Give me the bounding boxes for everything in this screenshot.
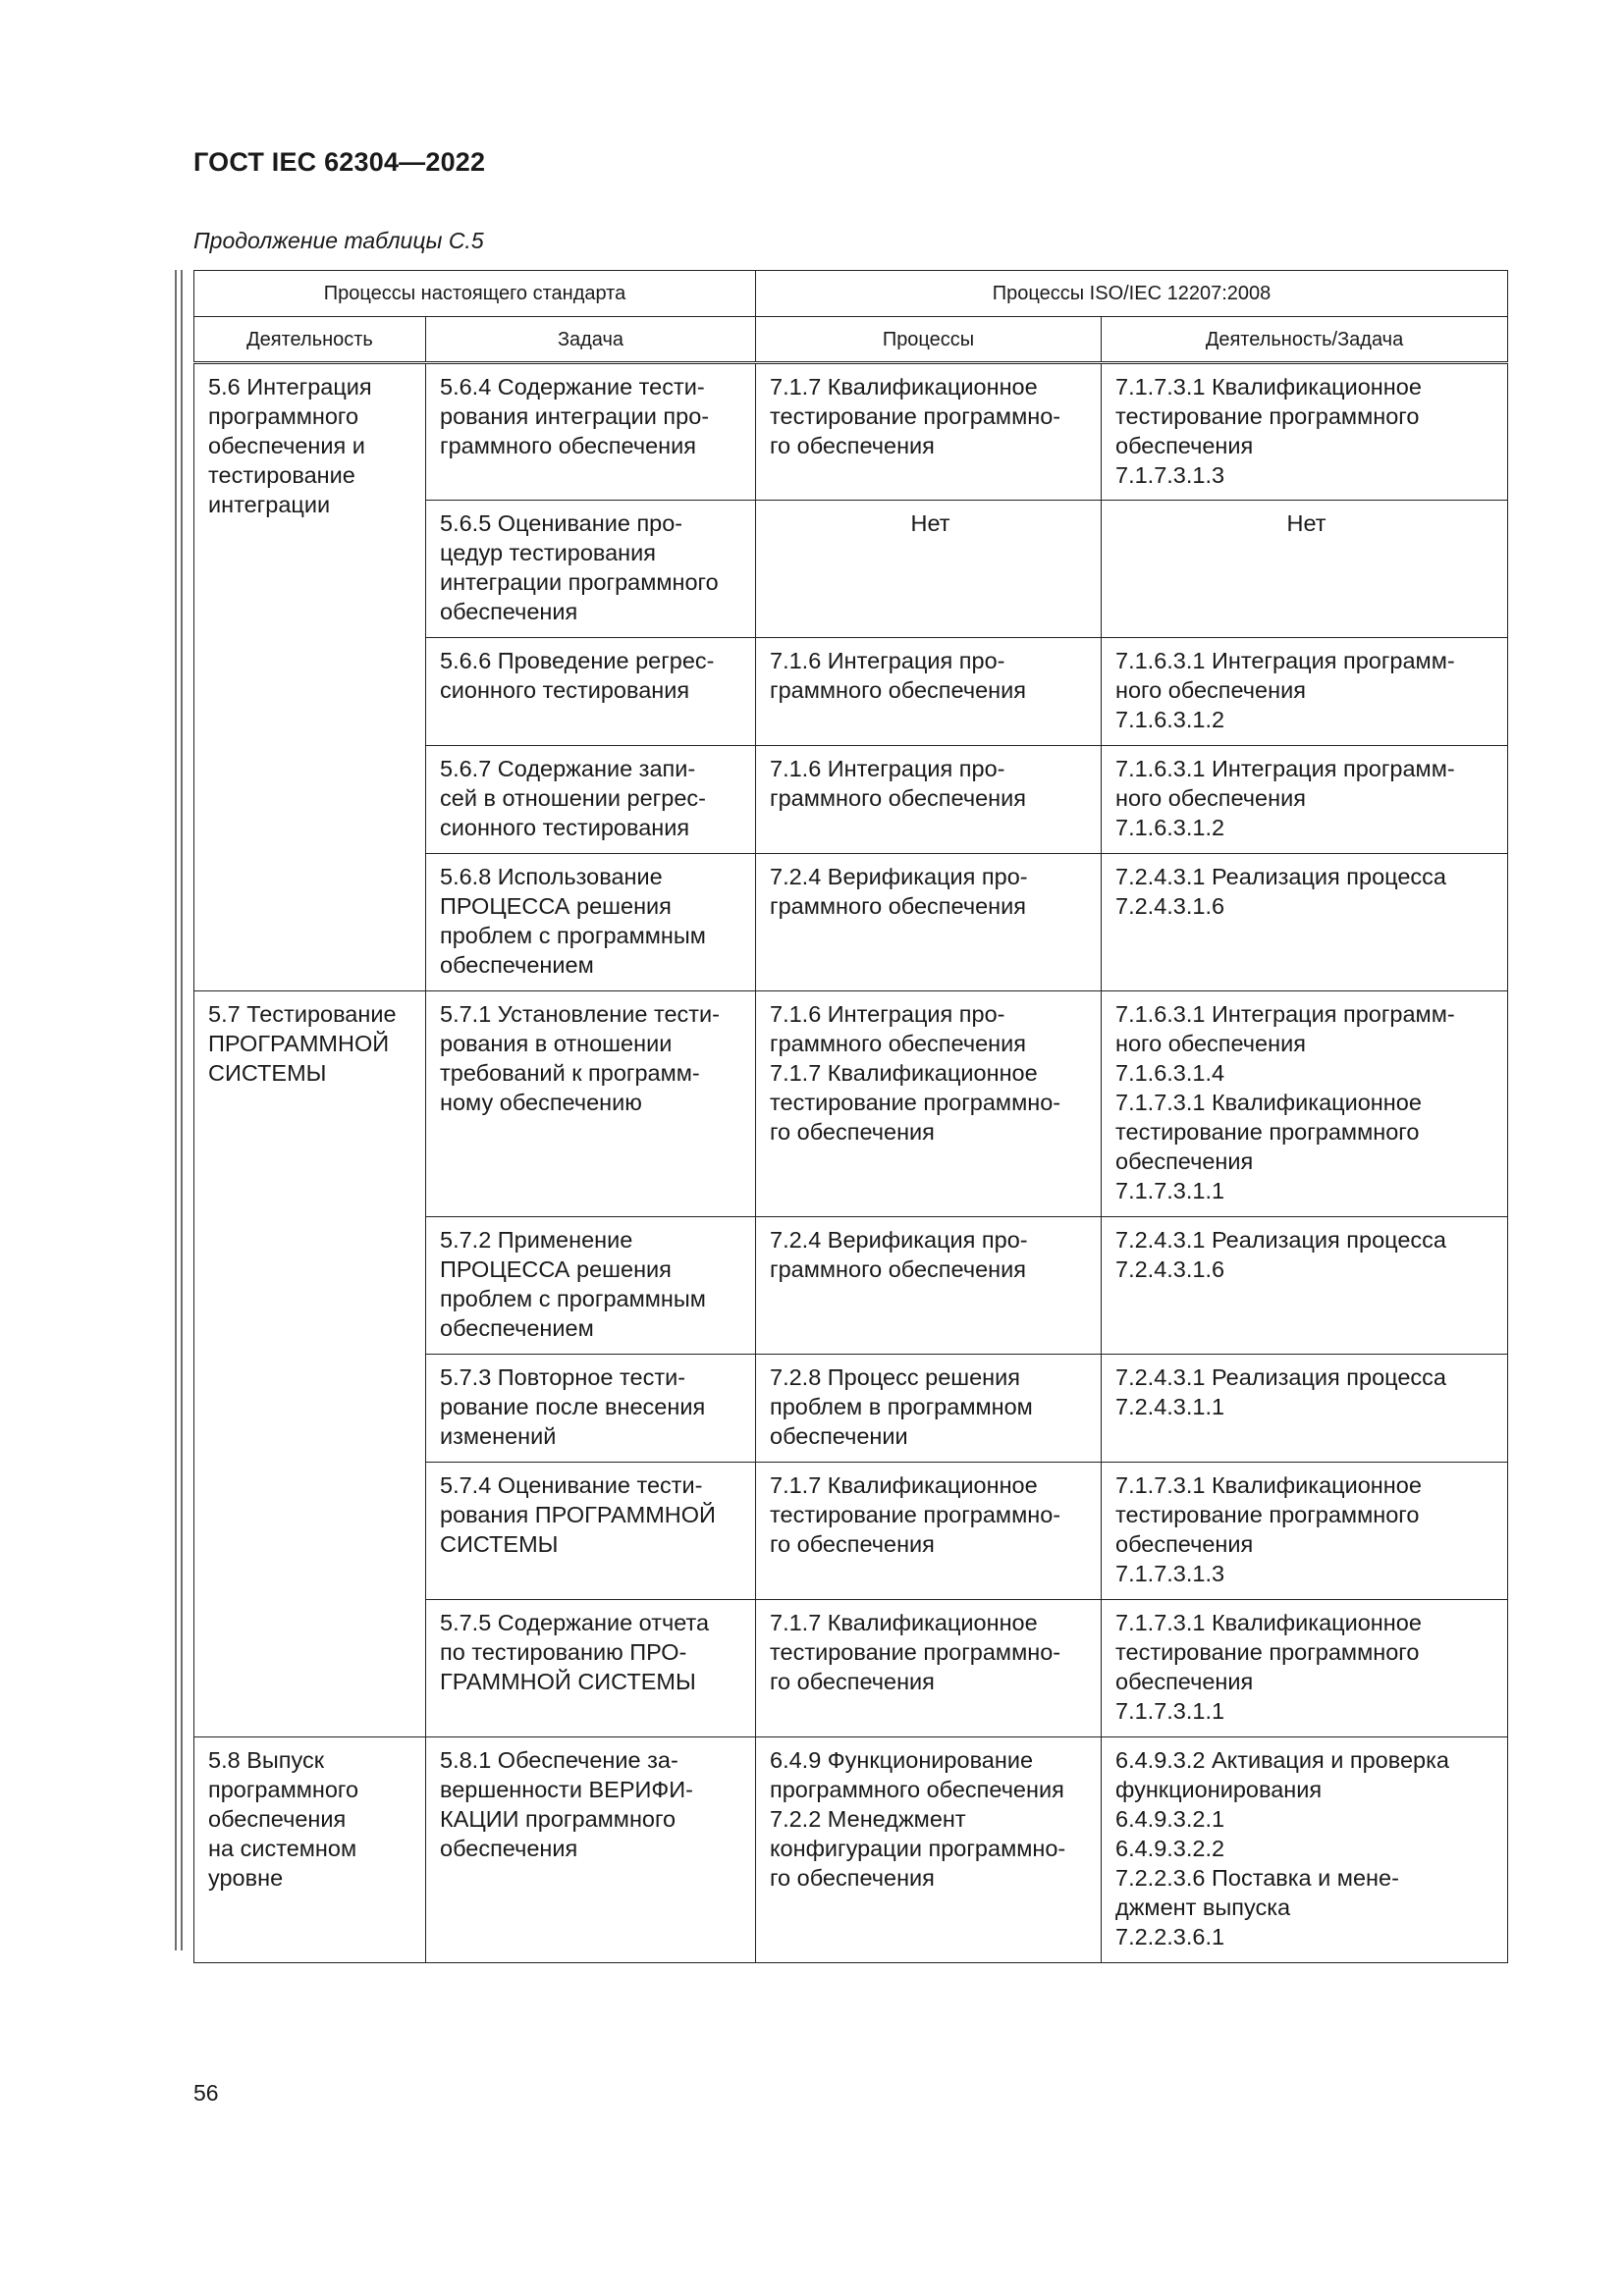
process-cell: 7.2.8 Процесс решения проблем в программном обеспечении (756, 1355, 1102, 1463)
process-cell: 7.1.7 Квалификационное тестирование программно- го обеспечения (756, 1600, 1102, 1737)
task-cell: 5.6.7 Содержание запи- сей в отношении регрес- сионного тестирования (426, 746, 756, 854)
activity-task-cell: 7.1.7.3.1 Квалификационное тестирование программного обеспечения 7.1.7.3.1.3 (1102, 363, 1508, 501)
activity-task-cell: Нет (1102, 501, 1508, 638)
table-group-header-row (194, 271, 1508, 317)
group-header-iso: Процессы ISO/IEC 12207:2008 (756, 271, 1508, 317)
page-number: 56 (193, 2080, 219, 2106)
column-header-activity: Деятельность (194, 317, 426, 363)
table-row (194, 1737, 1508, 1963)
activity-task-cell: 7.1.6.3.1 Интеграция программ- ного обеспечения 7.1.6.3.1.4 7.1.7.3.1 Квалификационное тестирование программного обеспечения 7.1.7.3.1.1 (1102, 991, 1508, 1217)
column-header-task: Задача (426, 317, 756, 363)
task-cell: 5.6.8 Использование ПРОЦЕССА решения проблем с программным обеспечением (426, 854, 756, 991)
activity-task-cell: 7.1.6.3.1 Интеграция программ- ного обеспечения 7.1.6.3.1.2 (1102, 638, 1508, 746)
activity-task-cell: 7.1.7.3.1 Квалификационное тестирование программного обеспечения 7.1.7.3.1.1 (1102, 1600, 1508, 1737)
process-cell: 7.1.7 Квалификационное тестирование программно- го обеспечения (756, 1463, 1102, 1600)
activity-task-cell: 7.2.4.3.1 Реализация процесса 7.2.4.3.1.6 (1102, 1217, 1508, 1355)
activity-task-cell: 6.4.9.3.2 Активация и проверка функционирования 6.4.9.3.2.1 6.4.9.3.2.2 7.2.2.3.6 Поставка и мене- джмент выпуска 7.2.2.3.6.1 (1102, 1737, 1508, 1963)
process-cell: 6.4.9 Функционирование программного обеспечения 7.2.2 Менеджмент конфигурации программно- го обеспечения (756, 1737, 1102, 1963)
document-header: ГОСТ IEC 62304—2022 (193, 147, 486, 177)
table-column-header-row (194, 317, 1508, 363)
process-cell: 7.2.4 Верификация про- граммного обеспечения (756, 854, 1102, 991)
column-header-processes: Процессы (756, 317, 1102, 363)
task-cell: 5.7.5 Содержание отчета по тестированию ПРО- ГРАММНОЙ СИСТЕМЫ (426, 1600, 756, 1737)
process-cell: Нет (756, 501, 1102, 638)
task-cell: 5.7.4 Оценивание тести- рования ПРОГРАММНОЙ СИСТЕМЫ (426, 1463, 756, 1600)
group-header-standard: Процессы настоящего стандарта (194, 271, 756, 317)
activity-cell: 5.8 Выпуск программного обеспечения на системном уровне (194, 1737, 426, 1963)
mapping-table (193, 270, 1508, 1963)
column-header-activity-task: Деятельность/Задача (1102, 317, 1508, 363)
task-cell: 5.7.1 Установление тести- рования в отношении требований к программ- ному обеспечению (426, 991, 756, 1217)
left-margin-rule (181, 270, 183, 1950)
process-cell: 7.1.6 Интеграция про- граммного обеспечения (756, 746, 1102, 854)
activity-task-cell: 7.1.6.3.1 Интеграция программ- ного обеспечения 7.1.6.3.1.2 (1102, 746, 1508, 854)
table-row (194, 363, 1508, 501)
activity-task-cell: 7.1.7.3.1 Квалификационное тестирование программного обеспечения 7.1.7.3.1.3 (1102, 1463, 1508, 1600)
table-row (194, 991, 1508, 1217)
task-cell: 5.8.1 Обеспечение за- вершенности ВЕРИФИ- КАЦИИ программного обеспечения (426, 1737, 756, 1963)
activity-task-cell: 7.2.4.3.1 Реализация процесса 7.2.4.3.1.6 (1102, 854, 1508, 991)
activity-cell: 5.7 Тестирование ПРОГРАММНОЙ СИСТЕМЫ (194, 991, 426, 1737)
process-cell: 7.1.6 Интеграция про- граммного обеспечения (756, 638, 1102, 746)
process-cell: 7.1.6 Интеграция про- граммного обеспечения 7.1.7 Квалификационное тестирование программно- го обеспечения (756, 991, 1102, 1217)
task-cell: 5.7.2 Применение ПРОЦЕССА решения проблем с программным обеспечением (426, 1217, 756, 1355)
activity-cell: 5.6 Интеграция программного обеспечения и тестирование интеграции (194, 363, 426, 991)
left-margin-rule (175, 270, 177, 1950)
table-caption: Продолжение таблицы С.5 (193, 228, 484, 253)
task-cell: 5.6.6 Проведение регрес- сионного тестирования (426, 638, 756, 746)
process-cell: 7.1.7 Квалификационное тестирование программно- го обеспечения (756, 363, 1102, 501)
task-cell: 5.6.4 Содержание тести- рования интеграции про- граммного обеспечения (426, 363, 756, 501)
process-cell: 7.2.4 Верификация про- граммного обеспечения (756, 1217, 1102, 1355)
task-cell: 5.7.3 Повторное тести- рование после внесения изменений (426, 1355, 756, 1463)
activity-task-cell: 7.2.4.3.1 Реализация процесса 7.2.4.3.1.1 (1102, 1355, 1508, 1463)
task-cell: 5.6.5 Оценивание про- цедур тестирования интеграции программного обеспечения (426, 501, 756, 638)
